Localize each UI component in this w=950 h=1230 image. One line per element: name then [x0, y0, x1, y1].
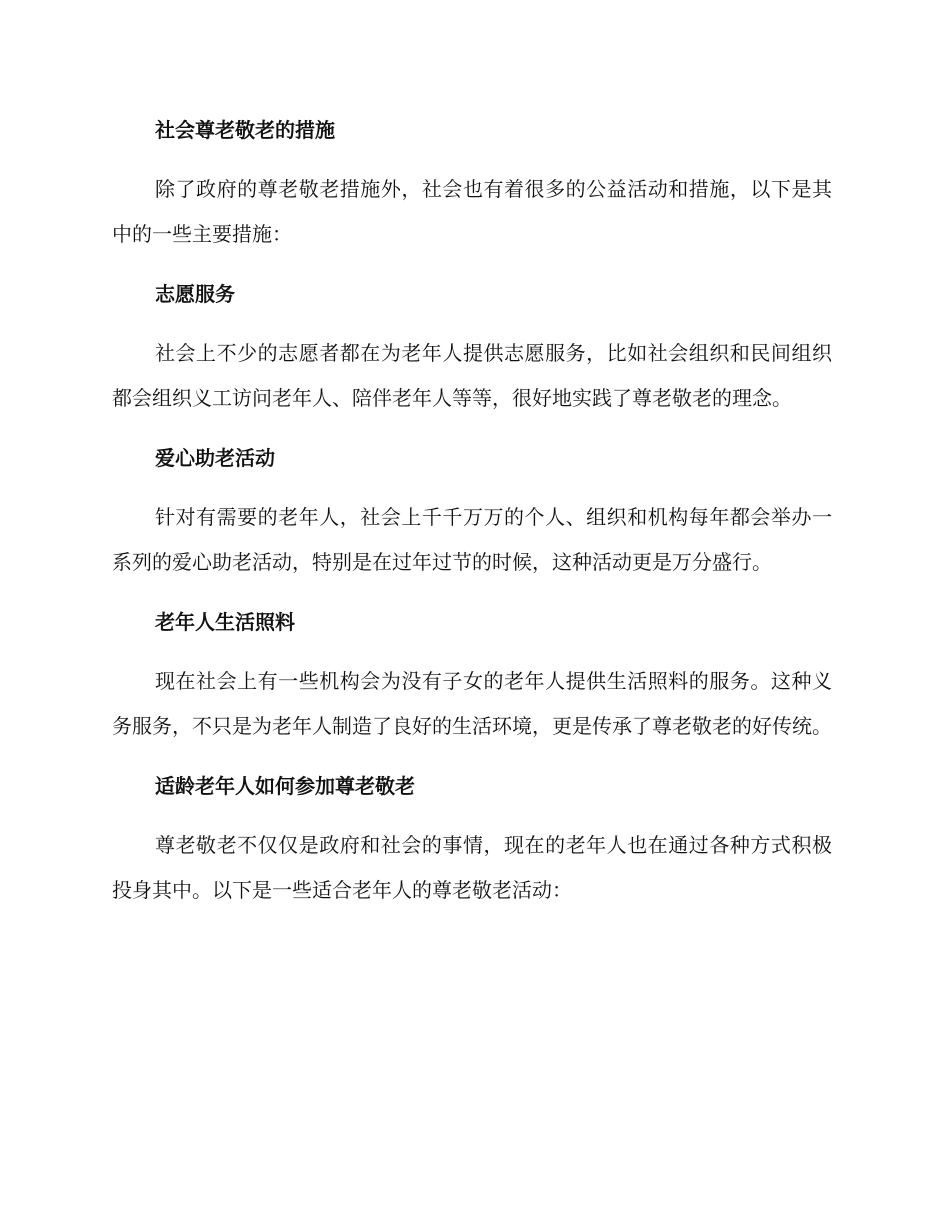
section-elderly-care-activities [112, 436, 832, 585]
section-heading: 适龄老年人如何参加尊老敬老 [155, 774, 415, 798]
document-body [112, 108, 832, 928]
section-paragraph: 针对有需要的老年人，社会上千千万万的个人、组织和机构每年都会举办一系列的爱心助老活动，特别是在过年过节的时候，这种活动更是万分盛行。 [112, 505, 832, 574]
section-paragraph: 现在社会上有一些机构会为没有子女的老年人提供生活照料的服务。这种义务服务，不只是为老年人制造了良好的生活环境，更是传承了尊老敬老的好传统。 [112, 669, 832, 738]
section-paragraph: 除了政府的尊老敬老措施外，社会也有着很多的公益活动和措施，以下是其中的一些主要措施： [112, 177, 832, 246]
section-elderly-participation [112, 764, 832, 913]
section-volunteer-service [112, 272, 832, 421]
section-paragraph: 社会上不少的志愿者都在为老年人提供志愿服务，比如社会组织和民间组织都会组织义工访问老年人、陪伴老年人等等，很好地实践了尊老敬老的理念。 [112, 341, 832, 410]
section-elderly-life-care [112, 600, 832, 749]
section-paragraph: 尊老敬老不仅仅是政府和社会的事情，现在的老年人也在通过各种方式积极投身其中。以下是一些适合老年人的尊老敬老活动： [112, 833, 832, 902]
section-heading: 志愿服务 [155, 282, 235, 306]
section-heading: 爱心助老活动 [155, 446, 275, 470]
section-heading: 社会尊老敬老的措施 [155, 118, 335, 142]
section-social-measures [112, 108, 832, 257]
section-heading: 老年人生活照料 [155, 610, 295, 634]
